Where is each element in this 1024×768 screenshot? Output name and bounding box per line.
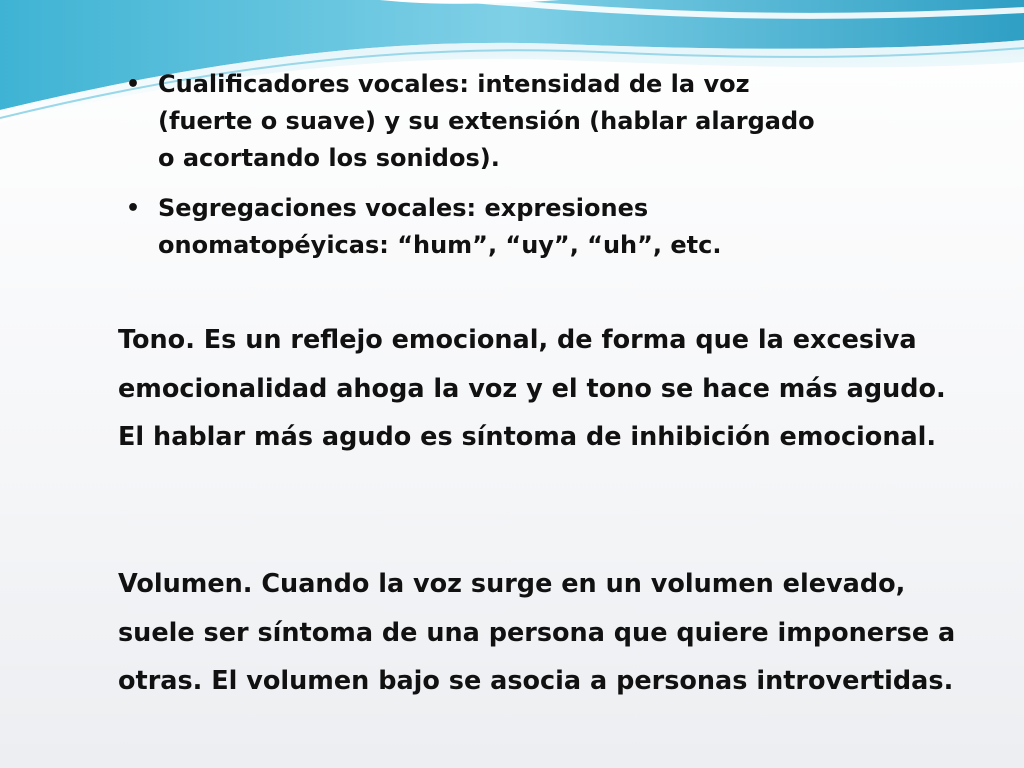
bullet-item-segregaciones bbox=[118, 190, 838, 264]
bullet-text: Segregaciones vocales: expresiones onomatopéyicas: “hum”, “uy”, “uh”, etc. bbox=[158, 194, 722, 259]
bullet-item-cualificadores bbox=[118, 66, 838, 177]
bullet-icon: • bbox=[126, 196, 141, 221]
bullet-text: Cualificadores vocales: intensidad de la voz (fuerte o suave) y su extensión (hablar alargado o acortando los sonidos). bbox=[158, 70, 815, 172]
paragraph-volumen: Volumen. Cuando la voz surge en un volumen elevado, suele ser síntoma de una persona que quiere imponerse a otras. El volumen bajo se asocia a personas introvertidas. bbox=[118, 569, 956, 696]
bullet-list bbox=[118, 66, 838, 264]
bullet-icon: • bbox=[126, 72, 141, 97]
paragraph-tono: Tono. Es un reflejo emocional, de forma que la excesiva emocionalidad ahoga la voz y el tono se hace más agudo. El hablar más agudo es síntoma de inhibición emocional. bbox=[118, 325, 946, 452]
